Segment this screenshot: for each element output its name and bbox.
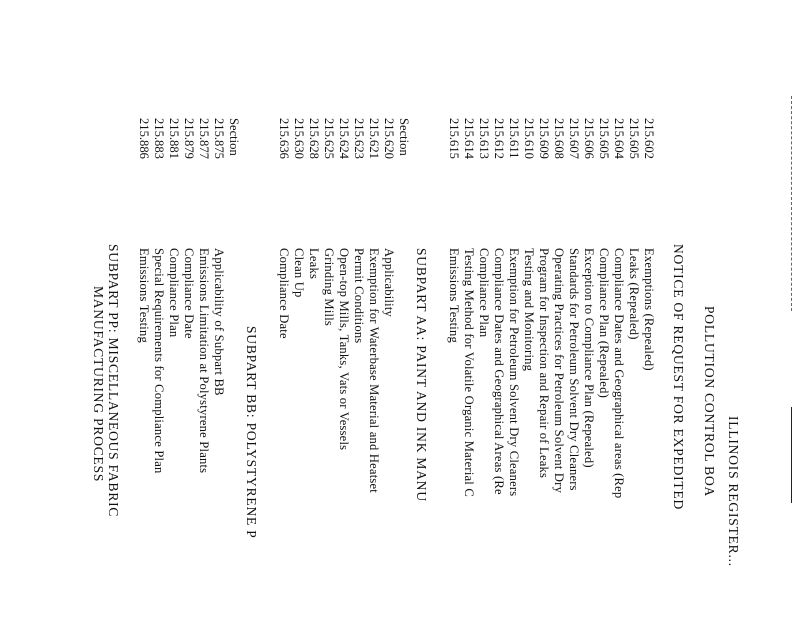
section-title: Exemption for Petroleum Solvent Dry Cleaners (507, 248, 521, 497)
section-title: Program for Inspection and Repair of Leaks (537, 248, 551, 479)
section-title: Compliance Dates and Geographical Areas (Re (492, 248, 506, 495)
section-label: Section (227, 118, 241, 156)
section-number: 215.628 (307, 118, 321, 159)
section-title: Standards for Petroleum Solvent Dry Cleaners (567, 248, 581, 491)
section-number: 215.623 (352, 118, 366, 159)
section-title: Leaks (Repealed) (627, 248, 641, 340)
section-number: 215.636 (277, 118, 291, 159)
section-title: Applicability (382, 248, 396, 318)
subpart-pp-heading-line-2: MANUFACTURING PROCESS (91, 286, 106, 483)
subpart-bb-heading: SUBPART BB: POLYSTYRENE P (244, 326, 259, 539)
section-title: Emissions Limitation at Polystyrene Plants (197, 248, 211, 474)
title-line-1: POLLUTION CONTROL BOA (702, 306, 717, 498)
title-line-2: NOTICE OF REQUEST FOR EXPEDITED (671, 244, 686, 511)
section-title: Compliance Plan (167, 248, 181, 338)
header-rule-right (791, 407, 792, 503)
subpart-pp-heading-line-1: SUBPART PP: MISCELLANEOUS FABRIC (106, 244, 121, 518)
section-number: 215.608 (552, 118, 566, 159)
section-number: 215.630 (292, 118, 306, 159)
section-number: 215.605 (627, 118, 641, 159)
section-number: 215.621 (367, 118, 381, 159)
running-head: ILLINOIS REGISTER... (726, 416, 741, 567)
section-number: 215.886 (137, 118, 151, 159)
section-number: 215.620 (382, 118, 396, 159)
section-title: Exception to Compliance Plan (Repealed) (582, 248, 596, 468)
header-rule-left (791, 96, 792, 311)
section-title: Operating Practices for Petroleum Solvent Dry (552, 248, 566, 494)
section-title: Testing and Monitoring (522, 248, 536, 372)
section-number: 215.625 (322, 118, 336, 159)
section-title: Leaks (307, 248, 321, 280)
section-title: Grinding Mills (322, 248, 336, 327)
section-title: Emissions Testing (447, 248, 461, 343)
section-title: Special Requirements for Compliance Plan (152, 248, 166, 474)
section-label: Section (397, 118, 411, 156)
section-number: 215.610 (522, 118, 536, 159)
section-number: 215.602 (642, 118, 656, 159)
section-number: 215.614 (462, 118, 476, 159)
section-number: 215.875 (212, 118, 226, 159)
section-title: Compliance Plan (Repealed) (597, 248, 611, 398)
section-number: 215.881 (167, 118, 181, 159)
section-title: Emissions Testing (137, 248, 151, 343)
section-title: Exemption for Waterbase Material and Heatset (367, 248, 381, 493)
section-title: Compliance Date (277, 248, 291, 339)
section-number: 215.879 (182, 118, 196, 159)
section-number: 215.613 (477, 118, 491, 159)
section-title: Compliance Date (182, 248, 196, 339)
subpart-aa-heading: SUBPART AA: PAINT AND INK MANU (414, 248, 429, 502)
section-title: Clean Up (292, 248, 306, 298)
section-number: 215.877 (197, 118, 211, 159)
section-number: 215.605 (597, 118, 611, 159)
section-number: 215.607 (567, 118, 581, 159)
section-title: Testing Method for Volatile Organic Material C (462, 248, 476, 497)
section-title: Open-top Mills, Tanks, Vats or Vessels (337, 248, 351, 451)
section-title: Permit Conditions (352, 248, 366, 344)
section-number: 215.609 (537, 118, 551, 159)
section-number: 215.611 (507, 118, 521, 159)
section-title: Compliance Dates and Geographical areas (Rep (612, 248, 626, 499)
section-title: Exemptions (Repealed) (642, 248, 656, 371)
section-number: 215.615 (447, 118, 461, 159)
section-number: 215.606 (582, 118, 596, 159)
section-title: Applicability of Subpart BB (212, 248, 226, 396)
section-number: 215.624 (337, 118, 351, 159)
section-number: 215.612 (492, 118, 506, 159)
section-number: 215.604 (612, 118, 626, 159)
section-number: 215.883 (152, 118, 166, 159)
section-title: Compliance Plan (477, 248, 491, 338)
